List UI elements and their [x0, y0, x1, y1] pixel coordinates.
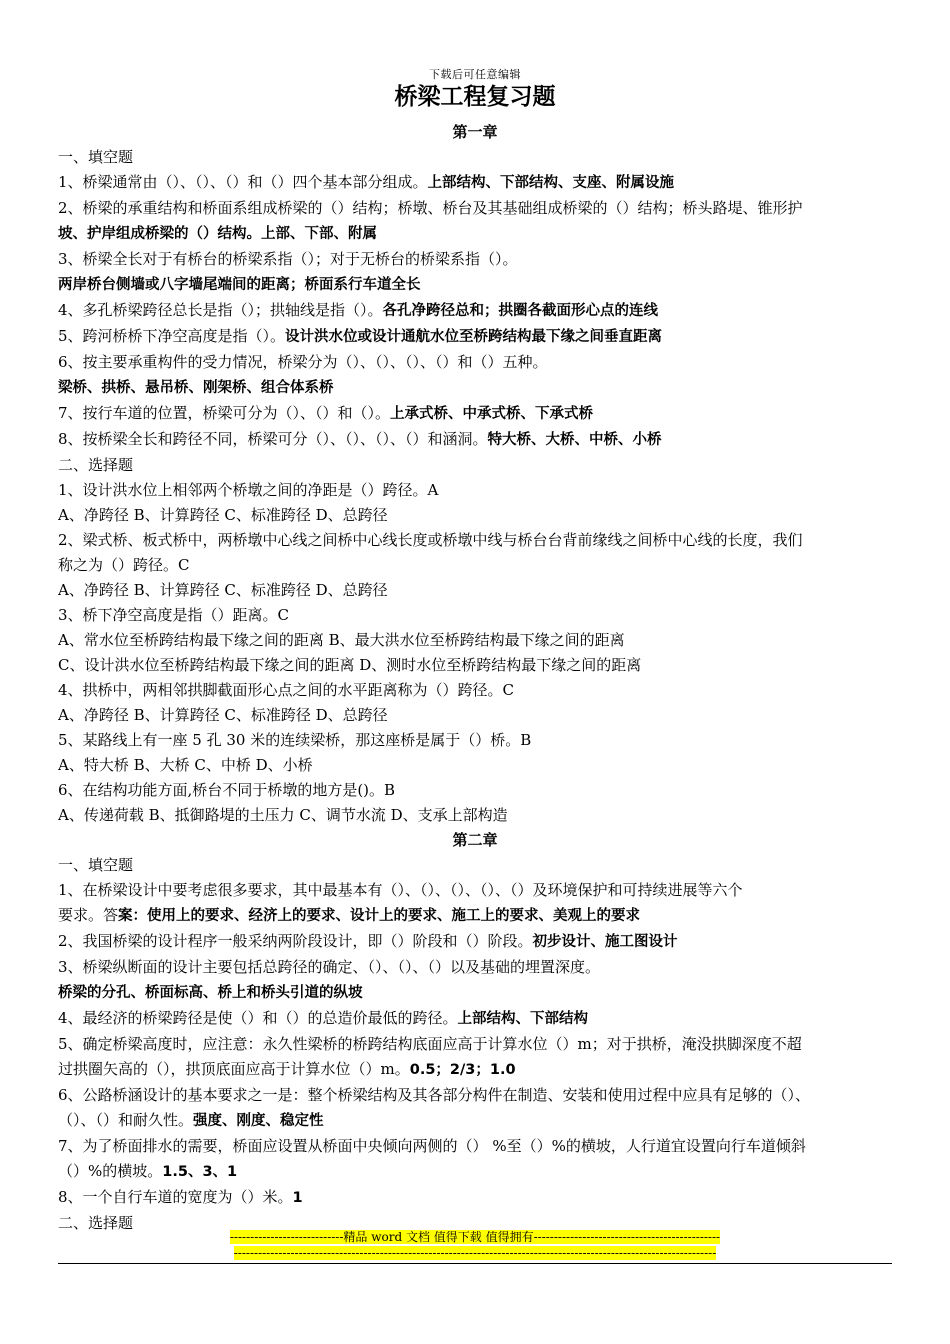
- text-line: [58, 703, 892, 728]
- line-text: 二、选择题: [58, 1214, 134, 1232]
- answer-text: 1.5、3、1: [162, 1164, 238, 1180]
- text-line: [58, 1057, 892, 1083]
- text-line: [58, 929, 892, 955]
- text-line: [58, 678, 892, 703]
- answer-text: 上部结构、下部结构、支座、附属设施: [427, 175, 675, 191]
- footer-banner-2: [0, 1246, 950, 1261]
- line-text: 8、一个自行车道的宽度为（）米。: [58, 1188, 293, 1206]
- text-line: [58, 728, 892, 753]
- answer-text: 两岸桥台侧墙或八字墙尾端间的距离；桥面系行车道全长: [58, 277, 421, 293]
- answer-text: 各孔净跨径总和；拱圈各截面形心点的连线: [382, 303, 659, 319]
- line-text: A、净跨径 B、计算跨径 C、标准跨径 D、总跨径: [58, 581, 388, 599]
- line-text: （）、（）和耐久性。: [58, 1111, 194, 1129]
- line-text: 4、最经济的桥梁跨径是使（）和（）的总造价最低的跨径。: [58, 1009, 458, 1027]
- line-text: 4、多孔桥梁跨径总长是指（）；拱轴线是指（）。: [58, 301, 383, 319]
- text-line: [58, 803, 892, 828]
- text-line: [58, 603, 892, 628]
- answer-text: 上部结构、下部结构: [457, 1011, 589, 1027]
- footer-banner-1: [0, 1230, 950, 1245]
- line-text: 4、拱桥中，两相邻拱脚截面形心点之间的水平距离称为（）跨径。C: [58, 681, 515, 699]
- text-line: [58, 955, 892, 980]
- document-title: 桥梁工程复习题: [394, 83, 556, 110]
- line-text: C、设计洪水位至桥跨结构最下缘之间的距离 D、测时水位至桥跨结构最下缘之间的距离: [58, 656, 642, 674]
- text-line: [58, 528, 892, 553]
- text-line: [58, 980, 892, 1006]
- text-line: [58, 1083, 892, 1108]
- answer-text: 设计洪水位或设计通航水位至桥跨结构最下缘之间垂直距离: [285, 329, 663, 345]
- text-line: [58, 753, 892, 778]
- chapter-heading: [58, 120, 892, 145]
- text-line: [58, 778, 892, 803]
- line-text: 第二章: [452, 831, 498, 849]
- text-line: [58, 503, 892, 528]
- line-text: 一、填空题: [58, 856, 134, 874]
- answer-text: 案：使用上的要求、经济上的要求、设计上的要求、施工上的要求、美观上的要求: [118, 908, 641, 924]
- line-text: 6、按主要承重构件的受力情况，桥梁分为（）、（）、（）、（）和（）五种。: [58, 353, 548, 371]
- line-text: 3、桥梁全长对于有桥台的桥梁系指（）；对于无桥台的桥梁系指（）。: [58, 250, 518, 268]
- text-line: [58, 427, 892, 453]
- line-text: 2、梁式桥、板式桥中，两桥墩中心线之间桥中心线长度或桥墩中线与桥台台背前缘线之间桥中心线的长度，我们: [58, 531, 803, 549]
- line-text: 过拱圈矢高的（），拱顶底面应高于计算水位（）m。: [58, 1060, 410, 1078]
- text-line: [58, 903, 892, 929]
- line-text: 6、公路桥涵设计的基本要求之一是：整个桥梁结构及其各部分构件在制造、安装和使用过程中应具有足够的（）、: [58, 1086, 811, 1104]
- text-line: [58, 247, 892, 272]
- answer-text: 0.5；2/3；1.0: [409, 1062, 516, 1078]
- text-line: [58, 453, 892, 478]
- text-line: [58, 1185, 892, 1211]
- line-text: 二、选择题: [58, 456, 134, 474]
- line-text: A、净跨径 B、计算跨径 C、标准跨径 D、总跨径: [58, 706, 388, 724]
- line-text: 7、为了桥面排水的需要，桥面应设置从桥面中央倾向两侧的（） %至（）%的横坡，人行道宜设置向行车道倾斜: [58, 1137, 806, 1155]
- footer-banner-text-1: ----------------------------精品 word 文档 值得下载 值得拥有----------------------------------------------: [229, 1230, 721, 1244]
- text-line: [58, 221, 892, 247]
- text-line: [58, 170, 892, 196]
- line-text: 2、我国桥梁的设计程序一般采纳两阶段设计，即（）阶段和（）阶段。: [58, 932, 533, 950]
- text-line: [58, 878, 892, 903]
- text-line: [58, 553, 892, 578]
- line-text: A、常水位至桥跨结构最下缘之间的距离 B、最大洪水位至桥跨结构最下缘之间的距离: [58, 631, 625, 649]
- line-text: 称之为（）跨径。C: [58, 556, 190, 574]
- line-text: 一、填空题: [58, 148, 134, 166]
- text-line: [58, 298, 892, 324]
- answer-text: 桥梁的分孔、桥面标高、桥上和桥头引道的纵坡: [58, 985, 363, 1001]
- text-line: [58, 324, 892, 350]
- line-text: 7、按行车道的位置，桥梁可分为（）、（）和（）。: [58, 404, 391, 422]
- line-text: 1、桥梁通常由（）、（）、（）和（）四个基本部分组成。: [58, 173, 428, 191]
- line-text: 5、确定桥梁高度时，应注意：永久性梁桥的桥跨结构底面应高于计算水位（）m；对于拱桥，淹没拱脚深度不超: [58, 1035, 802, 1053]
- text-line: [58, 145, 892, 170]
- chapter-heading: [58, 828, 892, 853]
- line-text: 6、在结构功能方面,桥台不同于桥墩的地方是()。B: [58, 781, 396, 799]
- document-body: [58, 120, 892, 1236]
- line-text: A、净跨径 B、计算跨径 C、标准跨径 D、总跨径: [58, 506, 388, 524]
- answer-text: 初步设计、施工图设计: [532, 934, 678, 950]
- line-text: 5、跨河桥桥下净空高度是指（）。: [58, 327, 286, 345]
- line-text: 第一章: [452, 123, 498, 141]
- line-text: 2、桥梁的承重结构和桥面系组成桥梁的（）结构；桥墩、桥台及其基础组成桥梁的（）结构；桥头路堤、锥形护: [58, 199, 803, 217]
- line-text: 8、按桥梁全长和跨径不同，桥梁可分（）、（）、（）、（）和涵洞。: [58, 430, 488, 448]
- line-text: （）%的横坡。: [58, 1162, 163, 1180]
- text-line: [58, 401, 892, 427]
- line-text: 1、设计洪水位上相邻两个桥墩之间的净距是（）跨径。A: [58, 481, 439, 499]
- text-line: [58, 1032, 892, 1057]
- footer-divider: [58, 1263, 892, 1264]
- text-line: [58, 1159, 892, 1185]
- line-text: 3、桥梁纵断面的设计主要包括总跨径的确定、（）、（）、（）以及基础的埋置深度。: [58, 958, 601, 976]
- line-text: 3、桥下净空高度是指（）距离。C: [58, 606, 290, 624]
- text-line: [58, 196, 892, 221]
- answer-text: 特大桥、大桥、中桥、小桥: [487, 432, 662, 448]
- text-line: [58, 272, 892, 298]
- answer-text: 上承式桥、中承式桥、下承式桥: [390, 406, 594, 422]
- text-line: [58, 853, 892, 878]
- line-text: A、传递荷载 B、抵御路堤的土压力 C、调节水流 D、支承上部构造: [58, 806, 508, 824]
- text-line: [58, 1006, 892, 1032]
- text-line: [58, 478, 892, 503]
- text-line: [58, 653, 892, 678]
- answer-text: 梁桥、拱桥、悬吊桥、刚架桥、组合体系桥: [58, 380, 334, 396]
- text-line: [58, 375, 892, 401]
- answer-text: 坡、护岸组成桥梁的（）结构。上部、下部、附属: [58, 226, 377, 242]
- line-text: 5、某路线上有一座 5 孔 30 米的连续梁桥，那这座桥是属于（）桥。B: [58, 731, 532, 749]
- line-text: A、特大桥 B、大桥 C、中桥 D、小桥: [58, 756, 313, 774]
- text-line: [58, 1108, 892, 1134]
- text-line: [58, 1134, 892, 1159]
- answer-text: 强度、刚度、稳定性: [193, 1113, 324, 1129]
- footer-banner-text-2: -----------------------------------------------------------------------------------------------------------------------: [233, 1246, 717, 1260]
- text-line: [58, 578, 892, 603]
- text-line: [58, 628, 892, 653]
- answer-text: 1: [292, 1190, 303, 1206]
- line-text: 1、在桥梁设计中要考虑很多要求，其中最基本有（）、（）、（）、（）、（）及环境保护和可持续进展等六个: [58, 881, 743, 899]
- line-text: 要求。答: [58, 906, 119, 924]
- header-note: 下载后可任意编辑: [429, 68, 521, 81]
- text-line: [58, 350, 892, 375]
